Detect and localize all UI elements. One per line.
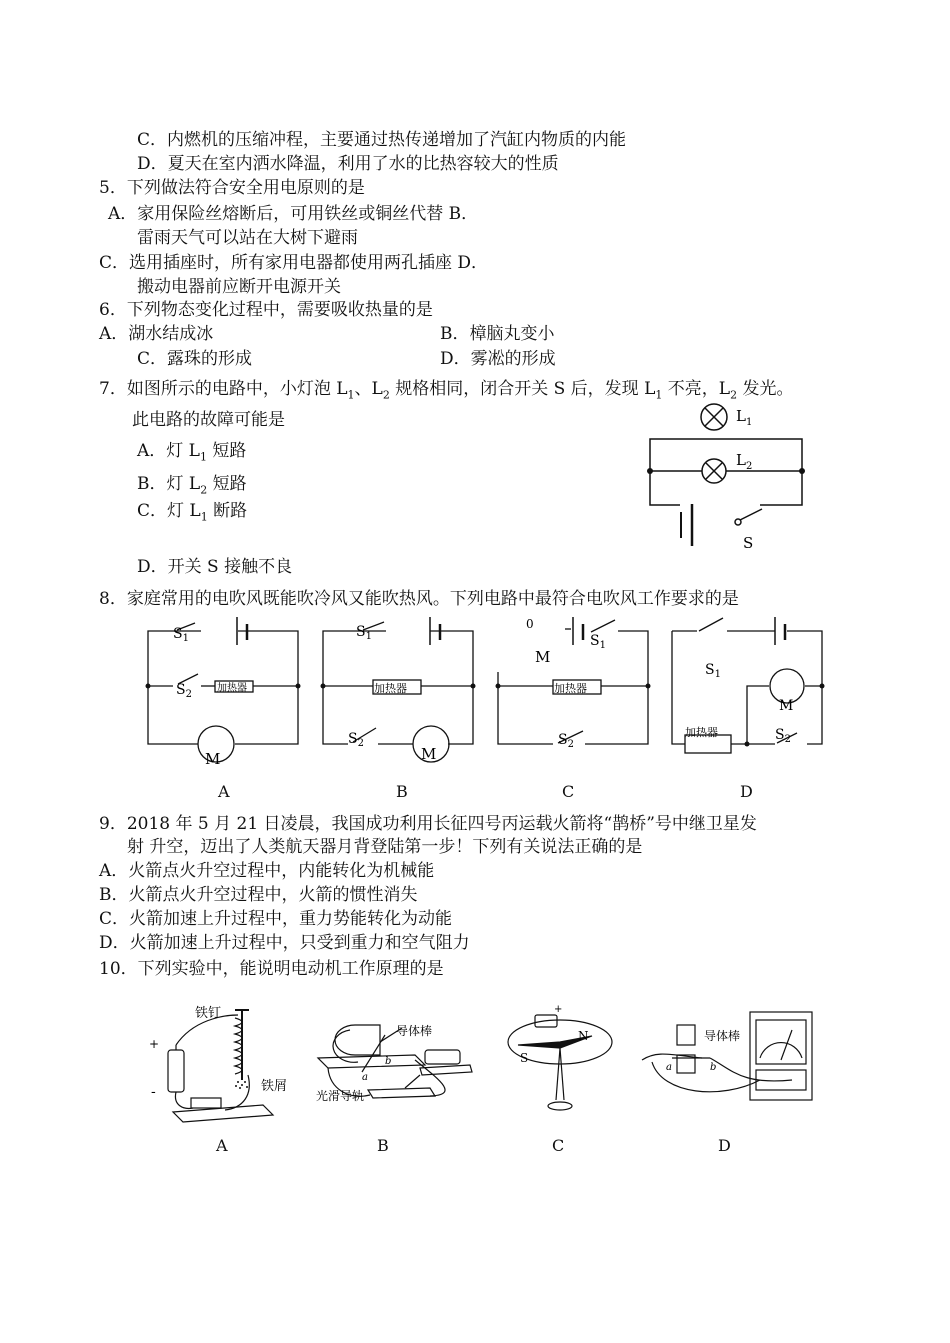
svg-text:加热器: 加热器 xyxy=(554,682,587,695)
svg-text:S1: $S_1$ xyxy=(705,662,721,680)
q9-option-d: D．火箭加速上升过程中，只受到重力和空气阻力 xyxy=(99,933,470,953)
q6-option-c: C．露珠的形成 xyxy=(137,349,253,369)
q8-circuit-a xyxy=(143,612,303,772)
svg-text:加热器: 加热器 xyxy=(217,683,247,694)
svg-text:S2: $S_2$ xyxy=(558,732,574,750)
q8-label-c: C xyxy=(562,782,575,801)
svg-text:S2: $S_2$ xyxy=(348,731,364,749)
svg-text:a: a xyxy=(666,1062,672,1073)
q9-option-a: A．火箭点火升空过程中，内能转化为机械能 xyxy=(99,861,435,881)
svg-text:S2: $S_2$ xyxy=(176,682,192,700)
svg-text:导体棒: 导体棒 xyxy=(704,1029,741,1043)
svg-text:M: M xyxy=(535,648,551,666)
q10-figure-a xyxy=(143,1000,303,1125)
svg-text:M: M xyxy=(779,698,794,714)
q8-circuit-d xyxy=(667,612,827,772)
svg-text:M: M xyxy=(205,750,221,768)
q7-circuit-figure xyxy=(640,398,820,558)
q5-line3: C．选用插座时，所有家用电器都使用两孔插座 D． xyxy=(99,253,489,273)
q6-stem: 6．下列物态变化过程中，需要吸收热量的是 xyxy=(99,300,433,320)
q8-stem: 8．家庭常用的电吹风既能吹冷风又能吹热风。下列电路中最符合电吹风工作要求的是 xyxy=(99,589,739,609)
svg-text:0: 0 xyxy=(526,617,534,631)
q7-lamp1-label: $L_1$ xyxy=(736,407,753,428)
q7-option-b: B．灯 $L_2$ 短路 xyxy=(137,474,247,497)
q9-option-c: C．火箭加速上升过程中，重力势能转化为动能 xyxy=(99,909,453,929)
q9-stem-1: 9．2018 年 5 月 21 日凌晨，我国成功利用长征四号丙运载火箭将“鹊桥”号中继卫星发 xyxy=(99,814,757,834)
q8-circuit-b xyxy=(318,612,478,772)
svg-text:加热器: 加热器 xyxy=(374,682,407,695)
q9-option-b: B．火箭点火升空过程中，火箭的惯性消失 xyxy=(99,885,418,905)
svg-text:+: + xyxy=(149,1037,160,1051)
q10-label-c: C xyxy=(552,1136,565,1155)
q4-option-c: C．内燃机的压缩冲程，主要通过热传递增加了汽缸内物质的内能 xyxy=(137,130,627,150)
q5-line2: 雷雨天气可以站在大树下避雨 xyxy=(137,228,358,248)
q7-option-c: C．灯 $L_1$ 断路 xyxy=(137,501,248,524)
q7-lamp2-label: $L_2$ xyxy=(736,451,753,472)
q4-option-d: D．夏天在室内洒水降温，利用了水的比热容较大的性质 xyxy=(137,154,559,174)
q7-stem-2: 此电路的故障可能是 xyxy=(132,410,285,430)
q10-figure-d xyxy=(632,1000,827,1125)
q7-stem: 7．如图所示的电路中，小灯泡 $L_1$、$L_2$ 规格相同，闭合开关 S 后，发现 $L_1$ 不亮，$L_2$ 发光。 xyxy=(99,379,794,402)
svg-text:-: - xyxy=(151,1084,156,1100)
svg-text:b: b xyxy=(710,1062,717,1073)
q8-label-a: A xyxy=(218,782,230,801)
q10-label-d: D xyxy=(718,1136,731,1155)
svg-text:+: + xyxy=(554,1004,563,1015)
q9-stem-2: 射 升空，迈出了人类航天器月背登陆第一步！下列有关说法正确的是 xyxy=(127,837,643,857)
svg-text:铁屑: 铁屑 xyxy=(261,1079,288,1094)
q10-stem: 10．下列实验中，能说明电动机工作原理的是 xyxy=(99,959,444,979)
q10-figure-c xyxy=(500,1000,620,1125)
svg-text:加热器: 加热器 xyxy=(685,726,718,739)
q10-label-b: B xyxy=(377,1136,389,1155)
q8-circuit-c xyxy=(493,612,653,772)
q10-figure-b xyxy=(310,1000,485,1125)
svg-text:S1: $S_1$ xyxy=(590,633,606,651)
q7-switch-label: S xyxy=(743,534,754,552)
q10-label-a: A xyxy=(216,1136,228,1155)
svg-text:N: N xyxy=(578,1029,589,1043)
svg-text:铁钉: 铁钉 xyxy=(195,1006,222,1021)
svg-text:a: a xyxy=(362,1072,368,1083)
svg-text:S: S xyxy=(520,1051,529,1065)
q8-label-b: B xyxy=(396,782,408,801)
svg-text:S2: $S_2$ xyxy=(775,727,791,745)
svg-text:M: M xyxy=(421,745,437,763)
q5-stem: 5．下列做法符合安全用电原则的是 xyxy=(99,178,365,198)
q8-label-d: D xyxy=(740,782,753,801)
svg-text:S1: $S_1$ xyxy=(356,624,372,642)
q6-option-b: B．樟脑丸变小 xyxy=(440,324,555,344)
q7-option-d: D．开关 S 接触不良 xyxy=(137,557,293,577)
svg-text:光滑导轨: 光滑导轨 xyxy=(316,1089,365,1103)
q6-option-a: A．湖水结成冰 xyxy=(99,324,214,344)
svg-text:b: b xyxy=(385,1056,392,1067)
q7-option-a: A．灯 $L_1$ 短路 xyxy=(137,441,247,464)
q5-line4: 搬动电器前应断开电源开关 xyxy=(137,277,341,297)
q6-option-d: D．雾凇的形成 xyxy=(440,349,556,369)
svg-text:导体棒: 导体棒 xyxy=(396,1024,433,1038)
q5-line1: A．家用保险丝熔断后，可用铁丝或铜丝代替 B． xyxy=(108,204,479,224)
svg-text:S1: $S_1$ xyxy=(173,626,189,644)
